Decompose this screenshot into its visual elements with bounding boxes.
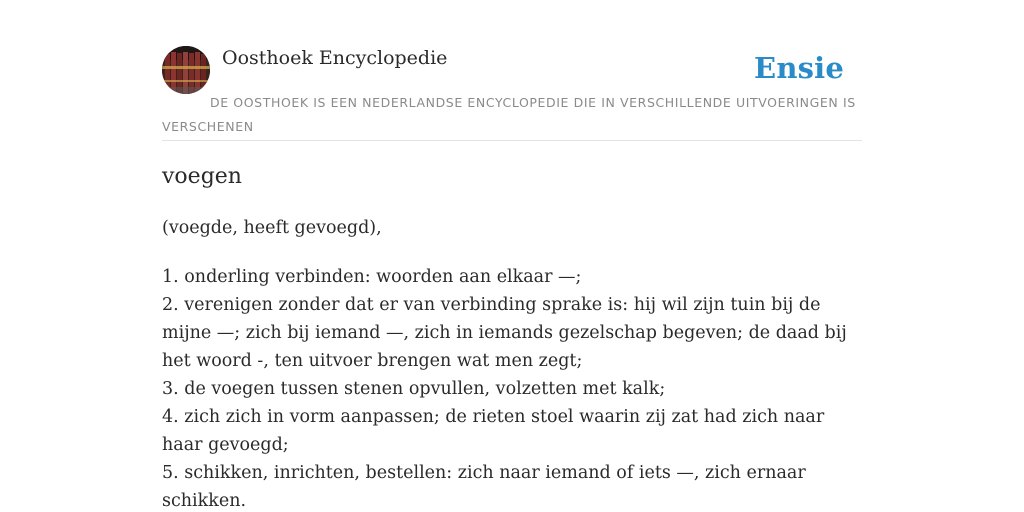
sense-1: 1. onderling verbinden: woorden aan elkaar —; (162, 267, 582, 287)
encyclopedia-books-icon[interactable] (162, 46, 210, 94)
sense-4: 4. zich zich in vorm aanpassen; de rieten stoel waarin zij zat had zich naar haar gevoegd; (162, 407, 825, 455)
site-tagline: DE OOSTHOEK IS EEN NEDERLANDSE ENCYCLOPEDIE DIE IN VERSCHILLENDE UITVOERINGEN IS VERSCHENEN (162, 95, 856, 134)
ensie-logo-link[interactable]: Ensie (754, 51, 844, 85)
sense-2: 2. verenigen zonder dat er van verbinding sprake is: hij wil zijn tuin bij de mijne —; zich bij iemand —, zich in iemands gezelschap begeven; de daad bij het woord -, ten uitvoer brengen wat men zegt; (162, 295, 847, 371)
entry-grammar: (voegde, heeft gevoegd), (162, 218, 382, 238)
sense-5: 5. schikken, inrichten, bestellen: zich naar iemand of iets —, zich ernaar schikken. (162, 463, 806, 511)
site-header (162, 46, 862, 141)
sense-3: 3. de voegen tussen stenen opvullen, volzetten met kalk; (162, 379, 666, 399)
entry-senses (162, 263, 866, 512)
entry-headword: voegen (162, 164, 242, 189)
site-title[interactable]: Oosthoek Encyclopedie (222, 47, 448, 69)
